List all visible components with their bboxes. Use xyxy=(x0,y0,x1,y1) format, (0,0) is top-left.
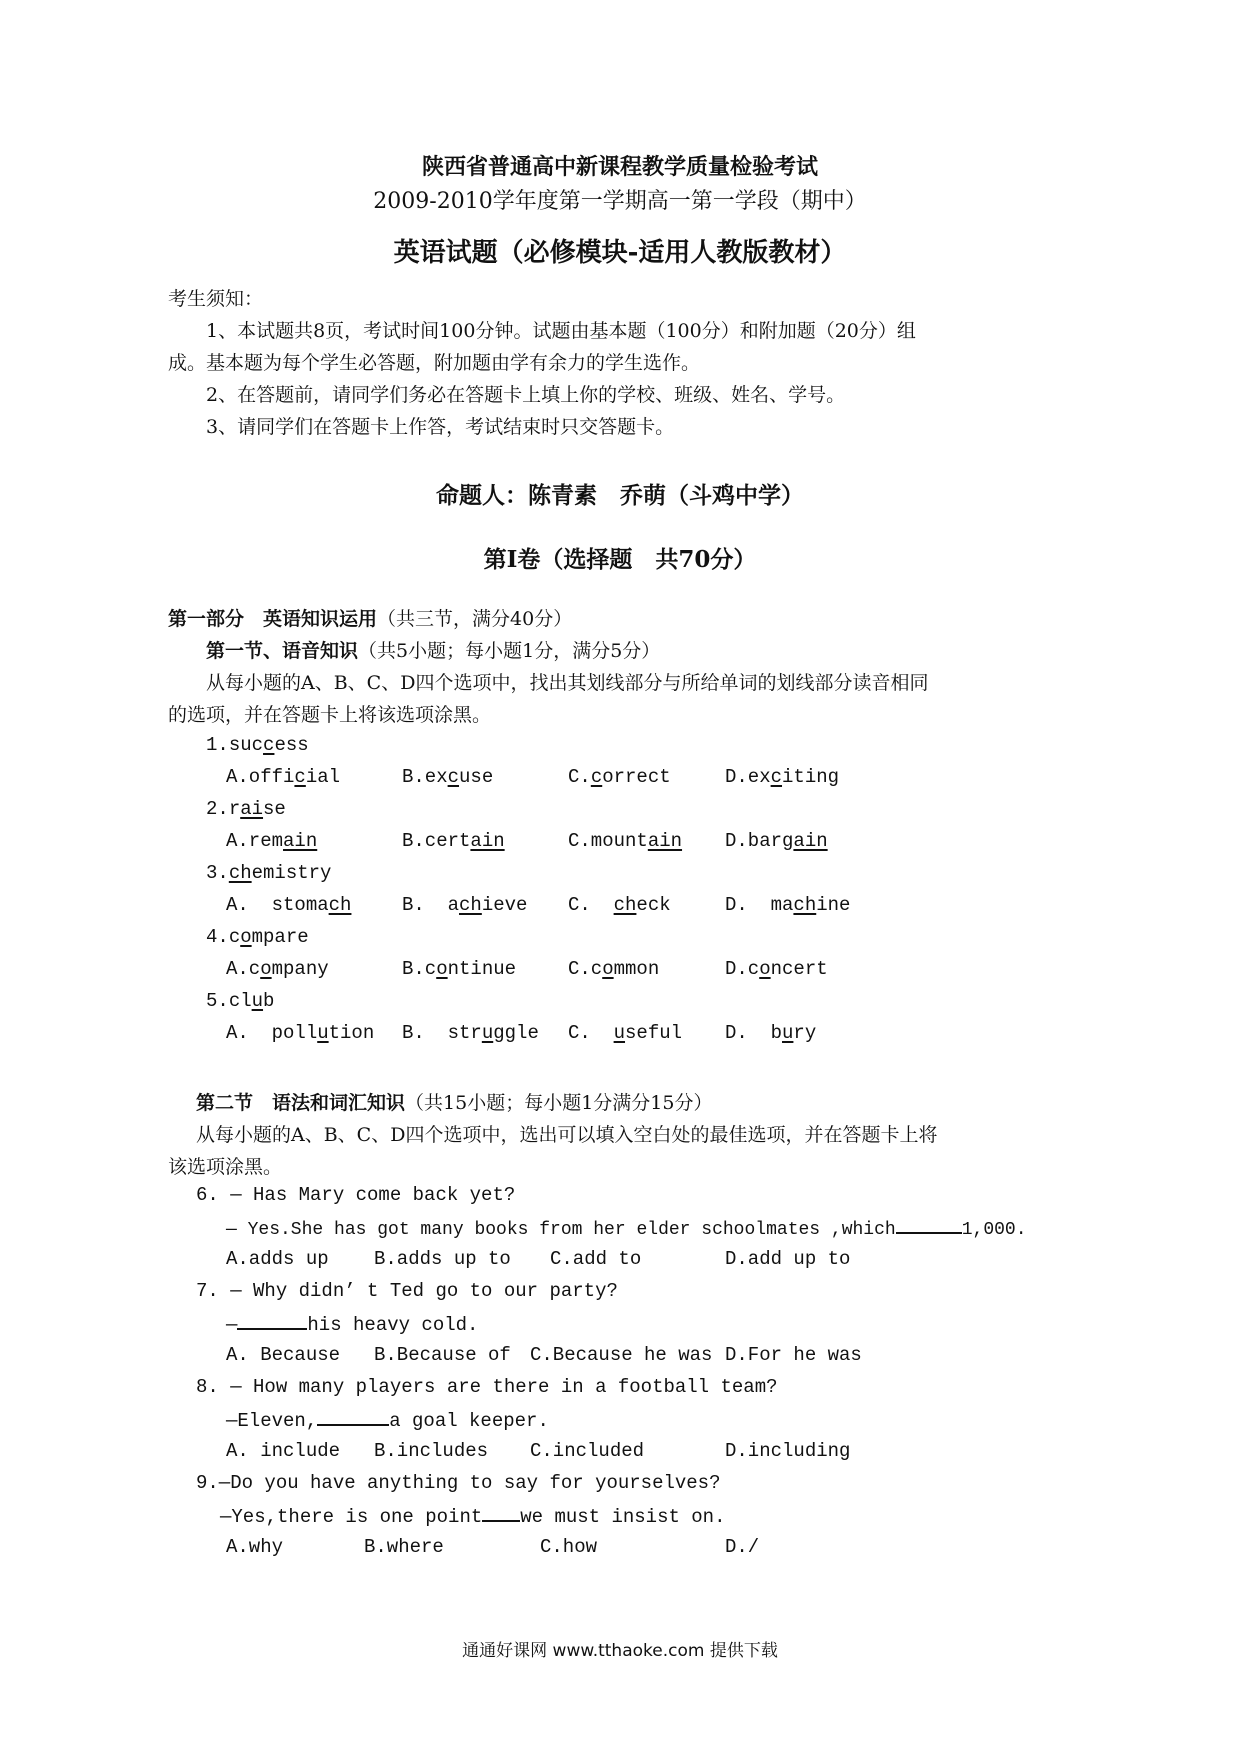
q3-option-c: C. check xyxy=(568,894,671,916)
q7-option-a: A. Because xyxy=(226,1344,341,1366)
question-7-prompt: 7. — Why didn’ t Ted go to our party? xyxy=(196,1280,618,1302)
q4-option-a: A.company xyxy=(226,958,329,980)
sec1-title-bold: 第一节、语音知识 xyxy=(206,640,359,662)
q8-option-c: C.included xyxy=(530,1440,645,1462)
q3-option-b: B. achieve xyxy=(402,894,528,916)
q1-option-d: D.exciting xyxy=(725,766,840,788)
sec2-instruction-a: 从每小题的A、B、C、D四个选项中，选出可以填入空白处的最佳选项，并在答题卡上将 xyxy=(196,1124,938,1146)
q1-option-b: B.excuse xyxy=(402,766,494,788)
page-footer: 通通好课网 www.tthaoke.com 提供下载 xyxy=(462,1641,778,1661)
exam-subject: 英语试题（必修模块-适用人教版教材） xyxy=(393,238,847,268)
q1-option-a: A.official xyxy=(226,766,341,788)
q6-option-c: C.add to xyxy=(550,1248,642,1270)
q5-option-a: A. pollution xyxy=(226,1022,375,1044)
q6-option-a: A.adds up xyxy=(226,1248,329,1270)
notice-line-1a: 1、本试题共8页，考试时间100分钟。试题由基本题（100分）和附加题（20分）组 xyxy=(206,320,916,342)
question-9-answer: —Yes,there is one point we must insist on. xyxy=(220,1506,726,1528)
question-5: 5.club xyxy=(206,990,275,1012)
q2-option-c: C.mountain xyxy=(568,830,683,852)
sec2-title-rest: （共15小题；每小题1分满分15分） xyxy=(405,1092,713,1114)
q8-option-d: D.including xyxy=(725,1440,851,1462)
answer-blank xyxy=(896,1216,962,1234)
sec1-title-rest: （共5小题；每小题1分，满分5分） xyxy=(358,640,661,662)
q7-option-d: D.For he was xyxy=(725,1344,862,1366)
q-word-underlined: c xyxy=(263,734,275,756)
q5-option-d: D. bury xyxy=(725,1022,817,1044)
q9-option-c: C.how xyxy=(540,1536,598,1558)
sec2-instruction-b: 该选项涂黑。 xyxy=(168,1156,283,1178)
notice-line-3: 3、请同学们在答题卡上作答，考试结束时只交答题卡。 xyxy=(206,416,675,438)
q3-option-d: D. machine xyxy=(725,894,851,916)
q9-option-b: B.where xyxy=(364,1536,444,1558)
q6-option-d: D.add up to xyxy=(725,1248,851,1270)
q8-option-b: B.includes xyxy=(374,1440,489,1462)
question-9-prompt: 9.—Do you have anything to say for yourselves? xyxy=(196,1472,721,1494)
q8-option-a: A. include xyxy=(226,1440,341,1462)
q5-option-b: B. struggle xyxy=(402,1022,539,1044)
question-3: 3.chemistry xyxy=(206,862,332,884)
question-6-prompt: 6. — Has Mary come back yet? xyxy=(196,1184,516,1206)
q-word-post: ess xyxy=(274,734,309,756)
sec2-title-bold: 第二节 语法和词汇知识 xyxy=(196,1092,406,1114)
q7-option-b: B.Because of xyxy=(374,1344,511,1366)
answer-blank xyxy=(482,1504,520,1522)
part1-title-rest: （共三节，满分40分） xyxy=(377,608,573,630)
q9-option-d: D./ xyxy=(725,1536,760,1558)
sec1-title xyxy=(206,636,660,663)
q4-option-c: C.common xyxy=(568,958,660,980)
q4-option-b: B.continue xyxy=(402,958,517,980)
q2-option-b: B.certain xyxy=(402,830,505,852)
question-8-prompt: 8. — How many players are there in a football team? xyxy=(196,1376,778,1398)
q3-option-a: A. stomach xyxy=(226,894,352,916)
question-8-answer: —Eleven, a goal keeper. xyxy=(226,1410,549,1432)
author-line: 命题人：陈青素 乔萌（斗鸡中学） xyxy=(436,482,804,509)
question-2: 2.raise xyxy=(206,798,286,820)
q9-option-a: A.why xyxy=(226,1536,284,1558)
q5-option-c: C. useful xyxy=(568,1022,683,1044)
volume-heading: 第Ⅰ卷（选择题 共70分） xyxy=(483,546,757,573)
q7-option-c: C.Because he was xyxy=(530,1344,713,1366)
q2-option-d: D.bargain xyxy=(725,830,828,852)
answer-blank xyxy=(317,1408,389,1426)
q6-option-b: B.adds up to xyxy=(374,1248,511,1270)
q2-option-a: A.remain xyxy=(226,830,318,852)
part1-title-bold: 第一部分 英语知识运用 xyxy=(168,608,378,630)
question-4: 4.compare xyxy=(206,926,309,948)
q1-option-c: C.correct xyxy=(568,766,671,788)
question-1 xyxy=(206,734,309,756)
notice-line-1b: 成。基本题为每个学生必答题，附加题由学有余力的学生选作。 xyxy=(168,352,701,374)
q4-option-d: D.concert xyxy=(725,958,828,980)
q-num: 1. xyxy=(206,734,229,756)
notice-line-2: 2、在答题前，请同学们务必在答题卡上填上你的学校、班级、姓名、学号。 xyxy=(206,384,846,406)
exam-term: 2009-2010学年度第一学期高一第一学段（期中） xyxy=(373,189,867,214)
sec1-instruction-a: 从每小题的A、B、C、D四个选项中，找出其划线部分与所给单词的划线部分读音相同 xyxy=(206,672,929,694)
notice-heading: 考生须知： xyxy=(168,288,264,310)
exam-title: 陕西省普通高中新课程教学质量检验考试 xyxy=(421,154,818,180)
question-7-answer: — his heavy cold. xyxy=(226,1314,479,1336)
q-word-pre: suc xyxy=(228,734,264,756)
answer-blank xyxy=(237,1312,307,1330)
question-6-answer: — Yes.She has got many books from her elder schoolmates ,which 1,000. xyxy=(226,1216,1027,1240)
part1-title xyxy=(168,604,572,631)
sec2-title xyxy=(196,1088,712,1115)
sec1-instruction-b: 的选项，并在答题卡上将该选项涂黑。 xyxy=(168,704,492,726)
